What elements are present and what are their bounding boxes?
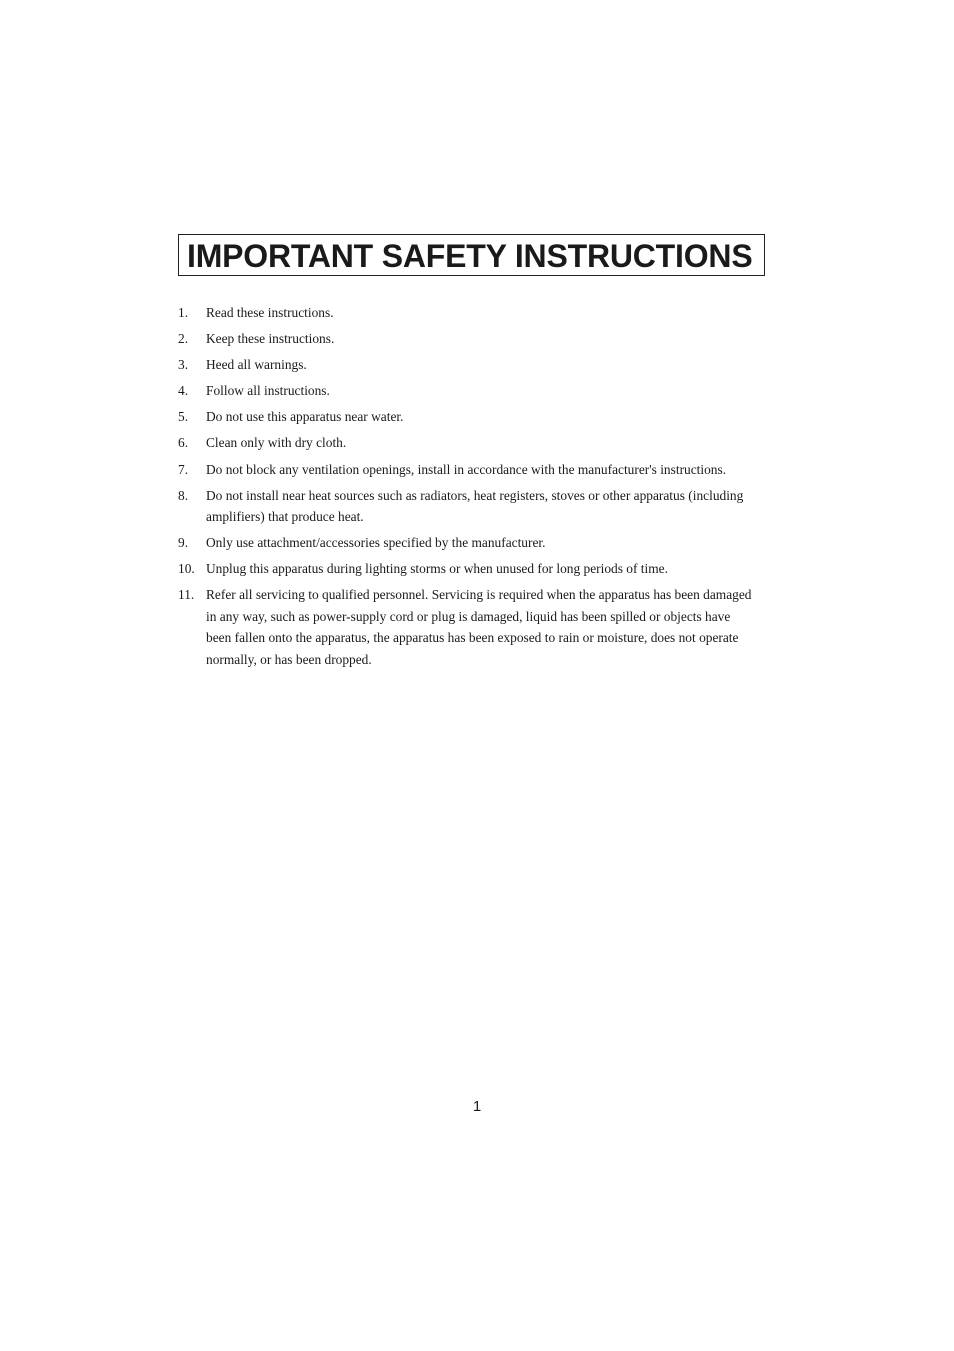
- title-box: [178, 234, 765, 276]
- list-item: [178, 558, 758, 580]
- list-item: [178, 485, 758, 528]
- list-item-text: Do not block any ventilation openings, install in accordance with the manufacturer's instructions.: [206, 461, 727, 477]
- list-item-text: Do not use this apparatus near water.: [206, 409, 404, 425]
- list-item-number: 1.: [178, 305, 189, 320]
- instruction-list: [178, 302, 758, 675]
- list-item-number: 4.: [178, 383, 189, 399]
- list-item: [178, 584, 758, 670]
- page-number: 1: [472, 1098, 482, 1115]
- list-item-text: Keep these instructions.: [206, 331, 335, 347]
- list-item-number: 7.: [178, 461, 189, 477]
- list-item-text: Only use attachment/accessories specified by the manufacturer.: [206, 535, 546, 551]
- list-item-text: Do not install near heat sources such as radiators, heat registers, stoves or other apparatus (including amplifiers) that produce heat.: [206, 487, 744, 525]
- list-item: [178, 328, 758, 350]
- list-item: [178, 406, 758, 428]
- page-title: IMPORTANT SAFETY INSTRUCTIONS: [187, 238, 753, 274]
- list-item-text: Follow all instructions.: [206, 383, 330, 399]
- list-item-number: 6.: [178, 435, 189, 451]
- list-item-text: Clean only with dry cloth.: [206, 435, 347, 451]
- list-item-number: 2.: [178, 331, 189, 347]
- list-item: [178, 380, 758, 402]
- list-item: [178, 459, 758, 481]
- list-item-text: Heed all warnings.: [206, 357, 307, 373]
- list-item: [178, 302, 758, 324]
- list-item-number: 8.: [178, 487, 189, 503]
- list-item-number: 5.: [178, 409, 189, 425]
- list-item: [178, 532, 758, 554]
- list-item-number: 10.: [178, 561, 195, 577]
- list-item: [178, 354, 758, 376]
- list-item-number: 11.: [178, 587, 195, 603]
- list-item-text: Refer all servicing to qualified personnel. Servicing is required when the apparatus has been damaged in any way, such as power-supply cord or plug is damaged, liquid has been spilled or objects have been fallen onto the apparatus, the apparatus has been exposed to rain or moisture, does not operate normally, or has been dropped.: [206, 587, 752, 667]
- list-item-text: Read these instructions.: [206, 305, 334, 320]
- list-item-number: 3.: [178, 357, 189, 373]
- list-item-number: 9.: [178, 535, 189, 551]
- list-item: [178, 432, 758, 454]
- list-item-text: Unplug this apparatus during lighting storms or when unused for long periods of time.: [206, 561, 668, 577]
